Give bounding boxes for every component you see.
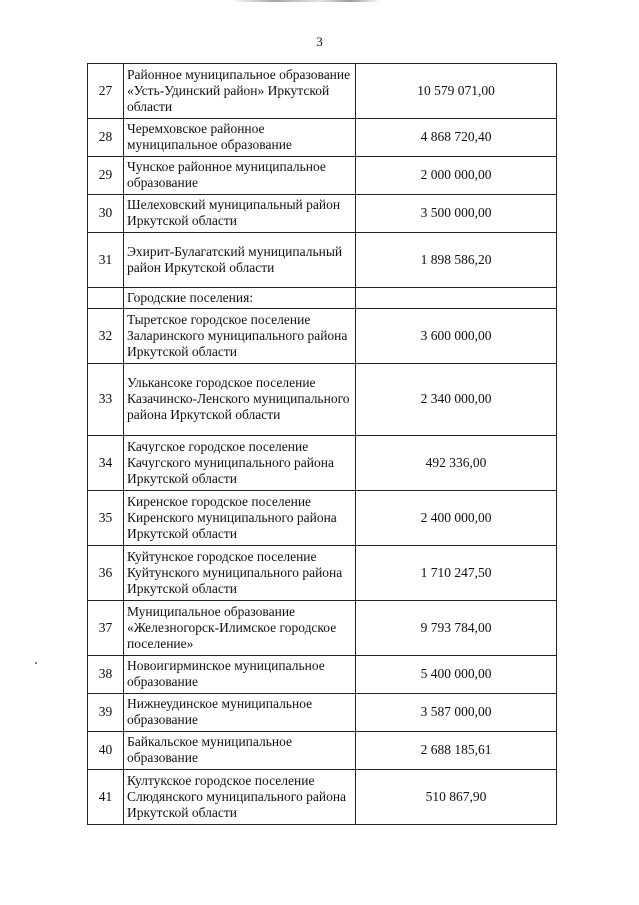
municipality-name: Куйтунское городское поселение Куйтунского муниципального района Иркутской области — [124, 546, 356, 601]
row-number: 36 — [88, 546, 124, 601]
amount-value: 10 579 071,00 — [356, 64, 557, 119]
amount-value — [356, 288, 557, 309]
scan-speck — [35, 662, 37, 664]
table-row — [88, 546, 557, 601]
amount-value: 2 400 000,00 — [356, 491, 557, 546]
table-row — [88, 309, 557, 364]
amount-value: 492 336,00 — [356, 436, 557, 491]
row-number: 32 — [88, 309, 124, 364]
table-row — [88, 64, 557, 119]
section-header-row — [88, 288, 557, 309]
table-row — [88, 694, 557, 732]
row-number: 37 — [88, 601, 124, 656]
amount-value: 3 587 000,00 — [356, 694, 557, 732]
municipality-name: Качугское городское поселение Качугского муниципального района Иркутской области — [124, 436, 356, 491]
table-row — [88, 364, 557, 436]
allocation-table — [87, 63, 557, 825]
amount-value: 4 868 720,40 — [356, 119, 557, 157]
row-number: 29 — [88, 157, 124, 195]
table-row — [88, 491, 557, 546]
row-number: 30 — [88, 195, 124, 233]
municipality-name: Байкальское муниципальное образование — [124, 732, 356, 770]
amount-value: 9 793 784,00 — [356, 601, 557, 656]
table-row — [88, 157, 557, 195]
row-number: 38 — [88, 656, 124, 694]
municipality-name: Черемховское районное муниципальное образование — [124, 119, 356, 157]
table-row — [88, 233, 557, 288]
municipality-name: Култукское городское поселение Слюдянского муниципального района Иркутской области — [124, 770, 356, 825]
row-number: 31 — [88, 233, 124, 288]
municipality-name: Чунское районное муниципальное образование — [124, 157, 356, 195]
amount-value: 1 898 586,20 — [356, 233, 557, 288]
row-number: 33 — [88, 364, 124, 436]
row-number: 35 — [88, 491, 124, 546]
row-number — [88, 288, 124, 309]
amount-value: 3 500 000,00 — [356, 195, 557, 233]
amount-value: 5 400 000,00 — [356, 656, 557, 694]
amount-value: 2 340 000,00 — [356, 364, 557, 436]
municipality-name: Тыретское городское поселение Заларинского муниципального района Иркутской области — [124, 309, 356, 364]
scan-artifact — [230, 0, 380, 2]
table-row — [88, 770, 557, 825]
table-row — [88, 601, 557, 656]
row-number: 27 — [88, 64, 124, 119]
table-row — [88, 656, 557, 694]
row-number: 39 — [88, 694, 124, 732]
amount-value: 1 710 247,50 — [356, 546, 557, 601]
table-row — [88, 119, 557, 157]
page-number: 3 — [316, 34, 323, 49]
row-number: 28 — [88, 119, 124, 157]
table-row — [88, 195, 557, 233]
table-row — [88, 436, 557, 491]
row-number: 34 — [88, 436, 124, 491]
section-title: Городские поселения: — [124, 288, 356, 309]
municipality-name: Районное муниципальное образование «Усть-Удинский район» Иркутской области — [124, 64, 356, 119]
row-number: 40 — [88, 732, 124, 770]
municipality-name: Киренское городское поселение Киренского муниципального района Иркутской области — [124, 491, 356, 546]
amount-value: 3 600 000,00 — [356, 309, 557, 364]
row-number: 41 — [88, 770, 124, 825]
table-row — [88, 732, 557, 770]
municipality-name: Улькансоке городское поселение Казачинско-Ленского муниципального района Иркутской области — [124, 364, 356, 436]
municipality-name: Эхирит-Булагатский муниципальный район Иркутской области — [124, 233, 356, 288]
municipality-name: Нижнеудинское муниципальное образование — [124, 694, 356, 732]
municipality-name: Шелеховский муниципальный район Иркутской области — [124, 195, 356, 233]
amount-value: 2 000 000,00 — [356, 157, 557, 195]
municipality-name: Новоигирминское муниципальное образование — [124, 656, 356, 694]
amount-value: 510 867,90 — [356, 770, 557, 825]
municipality-name: Муниципальное образование «Железногорск-Илимское городское поселение» — [124, 601, 356, 656]
amount-value: 2 688 185,61 — [356, 732, 557, 770]
